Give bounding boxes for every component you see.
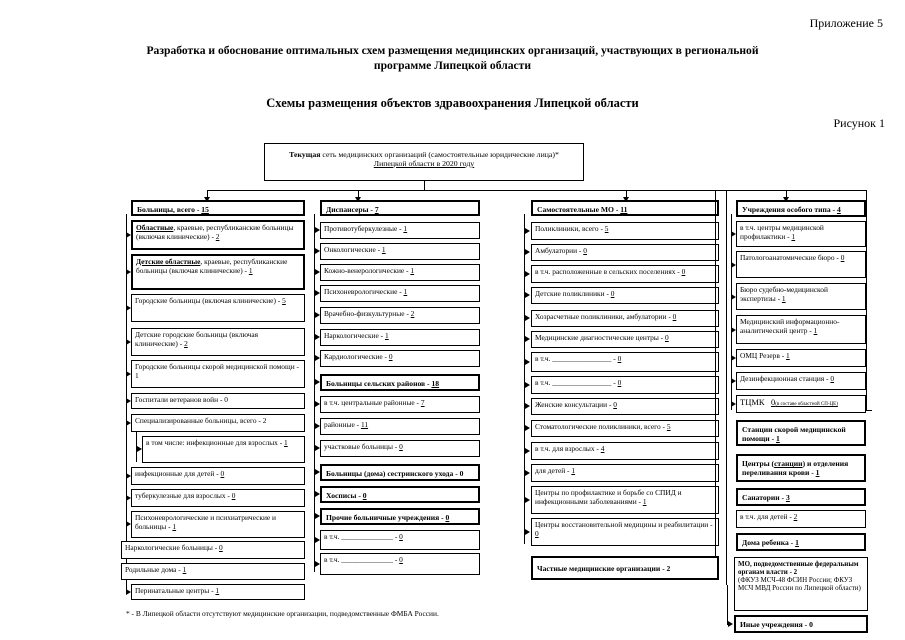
col2-item-central: в т.ч. центральные районные - 7: [320, 396, 480, 413]
arrow-head: [126, 339, 131, 345]
col3-item-selffunded: Хозрасчетные поликлиники, амбулатории - 0: [531, 310, 719, 327]
arrow-head: [315, 379, 320, 385]
figure-label: Рисунок 1: [833, 116, 885, 130]
col4-header-sanatoria: Санатории - 3: [736, 488, 866, 506]
connector-horizontal: [866, 410, 872, 411]
col1-item-perinatal: Перинатальные центры - 1: [131, 584, 305, 600]
connector-vertical: [715, 190, 716, 556]
connector-vertical: [726, 190, 727, 585]
arrow-head: [525, 228, 530, 234]
arrow-head: [315, 561, 320, 567]
col2-header-other: Прочие больничные учреждения - 0: [320, 508, 480, 525]
arrow-head: [315, 227, 320, 233]
col3-item-rural-ambulatory: в т.ч. расположенные в сельских поселениях - 0: [531, 265, 719, 283]
arrow-head: [315, 537, 320, 543]
col2-item-other1: в т.ч. ______________ - 0: [320, 530, 480, 550]
col1-header-hospitals: Больницы, всего - 15: [131, 200, 305, 216]
col2-item-cardio: Кардиологические - 0: [320, 350, 480, 367]
page-subtitle: Схемы размещения объектов здравоохранения Липецкой области: [266, 96, 639, 110]
arrow-head: [126, 473, 131, 479]
col3-item-dental: Стоматологические поликлиники, всего - 5: [531, 420, 719, 437]
col4-item-prevention: в т.ч. центры медицинской профилактики - 1: [736, 221, 866, 247]
col4-item-sanatoria-children: в т.ч. для детей - 2: [736, 510, 866, 528]
arrow-head: [525, 470, 530, 476]
arrow-head: [525, 315, 530, 321]
arrow-head: [525, 271, 530, 277]
top-box-text: сеть медицинских организаций (самостоятельные юридические лица)*: [320, 150, 559, 159]
col1-item-emergency: Городские больницы скорой медицинской помощи - 1: [131, 360, 305, 388]
top-network-box: [264, 143, 584, 181]
arrow-head: [525, 359, 530, 365]
col2-header-rural: Больницы сельских районов - 18: [320, 374, 480, 391]
col2-item-narco: Наркологические - 1: [320, 329, 480, 346]
col3-item-ambulatory: Амбулатории - 0: [531, 244, 719, 261]
top-box-bold: Текущая: [289, 150, 321, 159]
col4-item-disinfection: Дезинфекционная станция - 0: [736, 372, 866, 390]
col4-header-special: Учреждения особого типа - 4: [736, 200, 866, 217]
page-title-line2: программе Липецкой области: [373, 59, 532, 72]
arrow-head: [731, 294, 736, 300]
arrow-head: [731, 378, 736, 384]
connector-vertical: [424, 181, 425, 191]
arrow-head: [731, 231, 736, 237]
col1-item-maternity: Родильные дома - 1: [121, 563, 305, 580]
col1-item-veterans: Госпитали ветеранов войн - 0: [131, 393, 305, 409]
col1-item-regional: Областные, краевые, республиканские больницы (включая клинические) - 2: [131, 220, 305, 250]
arrow-head: [126, 232, 131, 238]
footnote: * - В Липецкой области отсутствуют медицинские организации, подведомственные ФМБА России.: [126, 609, 439, 618]
col1-item-psych: Психоневрологические и психиатрические и больницы - 1: [131, 511, 305, 538]
arrow-head: [126, 398, 131, 404]
arrow-head: [315, 290, 320, 296]
col3-item-blank2: в т.ч. ________________ - 0: [531, 376, 719, 394]
col4-item-forensic: Бюро судебно-медицинской экспертизы - 1: [736, 283, 866, 310]
col2-header-hospices: Хосписы - 0: [320, 486, 480, 503]
col1-item-infect-adult: в том числе: инфекционные для взрослых - 1: [142, 436, 305, 463]
arrow-head: [315, 445, 320, 451]
col4-header-baby-home: Дома ребенка - 1: [736, 533, 866, 551]
col1-item-city: Городские больницы (включая клинические) - 5: [131, 294, 305, 322]
arrow-head: [315, 312, 320, 318]
col2-item-derm: Кожно-венерологические - 1: [320, 264, 480, 281]
arrow-head: [126, 495, 131, 501]
col2-item-other2: в т.ч. ______________ - 0: [320, 553, 480, 575]
col2-item-local: участковые больницы - 0: [320, 440, 480, 457]
connector-horizontal: [207, 190, 866, 191]
arrow-head: [315, 513, 320, 519]
col3-item-dental-child: для детей - 1: [531, 464, 719, 482]
col3-item-polyclinics: Поликлиники, всего - 5: [531, 222, 719, 240]
col2-item-sport: Врачебно-физкультурные - 2: [320, 307, 480, 324]
col1-item-narco: Наркологические больницы - 0: [121, 541, 305, 559]
arrow-head: [315, 248, 320, 254]
col1-item-specialized: Специализированные больницы, всего - 2: [131, 414, 305, 432]
arrow-head: [731, 355, 736, 361]
arrow-head: [731, 401, 736, 407]
col4-header-blood: Центры (станции) и отделения переливания крови - 1: [736, 454, 866, 482]
col3-item-rehab: Центры восстановительной медицины и реабилитации - 0: [531, 518, 719, 546]
col2-header-dispensaries: Диспансеры - 7: [320, 200, 480, 216]
col4-header-ambulance: Станции скорой медицинской помощи - 1: [736, 420, 866, 446]
arrow-head: [525, 529, 530, 535]
col2-header-nursing: Больницы (дома) сестринского ухода - 0: [320, 464, 480, 481]
col2-item-onco: Онкологические - 1: [320, 243, 480, 260]
col2-item-psycho: Психоневрологические - 1: [320, 285, 480, 302]
arrow-head: [315, 469, 320, 475]
arrow-head: [731, 327, 736, 333]
arrow-head: [137, 446, 142, 452]
arrow-head: [126, 371, 131, 377]
col3-item-womens: Женские консультации - 0: [531, 398, 719, 415]
col4-item-info-center: Медицинский информационно-аналитический центр - 1: [736, 315, 866, 344]
top-box-line2: Липецкой области в 2020 году: [373, 159, 475, 168]
arrow-head: [126, 420, 131, 426]
col1-item-children-city: Детские городские больницы (включая клинические) - 2: [131, 328, 305, 356]
arrow-head: [525, 497, 530, 503]
arrow-head: [315, 423, 320, 429]
col3-item-aids: Центры по профилактике и борьбе со СПИД и инфекционными заболеваниями - 1: [531, 486, 719, 514]
arrow-head: [315, 355, 320, 361]
page-title-line1: Разработка и обоснование оптимальных схем размещения медицинских организаций, участвующих в региональной: [146, 44, 759, 57]
arrow-head: [126, 521, 131, 527]
col1-item-tb: туберкулезные для взрослых - 0: [131, 489, 305, 507]
arrow-head: [525, 448, 530, 454]
connector-vertical: [727, 585, 728, 625]
arrow-head: [525, 249, 530, 255]
arrow-head: [731, 262, 736, 268]
col3-header-standalone: Самостоятельные МО - 11: [531, 200, 719, 216]
col1-item-infect-child: инфекционные для детей - 0: [131, 467, 305, 485]
col1-item-children-regional: Детские областные, краевые, республиканские больницы (включая клинические) - 1: [131, 254, 305, 290]
arrow-head: [525, 403, 530, 409]
arrow-head: [315, 401, 320, 407]
arrow-head: [525, 382, 530, 388]
arrow-head: [315, 491, 320, 497]
arrow-head: [525, 336, 530, 342]
arrow-head: [525, 425, 530, 431]
col4-item-federal: МО, подведомственные федеральным органам власти - 2 (ФКУЗ МСЧ-48 ФСИН России; ФКУЗ МСЧ МВД России по Липецкой области): [734, 557, 868, 611]
arrow-head: [126, 305, 131, 311]
col3-header-private: Частные медицинские организации - 2: [531, 556, 719, 580]
col3-item-dental-adult: в т.ч. для взрослых - 4: [531, 442, 719, 460]
arrow-head: [126, 589, 131, 595]
arrow-head: [525, 292, 530, 298]
col4-header-other: Иные учреждения - 0: [734, 615, 868, 633]
col2-item-district: районные - 11: [320, 418, 480, 435]
connector-vertical: [866, 190, 867, 410]
col3-item-diagnostic: Медицинские диагностические центры - 0: [531, 331, 719, 348]
col3-item-blank1: в т.ч. ________________ - 0: [531, 352, 719, 372]
col3-item-children-polyclinics: Детские поликлиники - 0: [531, 287, 719, 304]
arrow-head: [315, 334, 320, 340]
arrow-head: [315, 269, 320, 275]
col4-item-tcmk: ТЦМК 0(в составе областной СП-ЦЕ): [736, 395, 866, 413]
col2-item-tb: Противотуберкулезные - 1: [320, 222, 480, 239]
col4-item-reserve: ОМЦ Резерв - 1: [736, 349, 866, 367]
col3-spine: [524, 214, 525, 544]
appendix-label: Приложение 5: [809, 16, 883, 30]
col4-item-pathology: Патологоанатомические бюро - 0: [736, 251, 866, 278]
arrow-head: [728, 621, 733, 627]
arrow-head: [126, 269, 131, 275]
